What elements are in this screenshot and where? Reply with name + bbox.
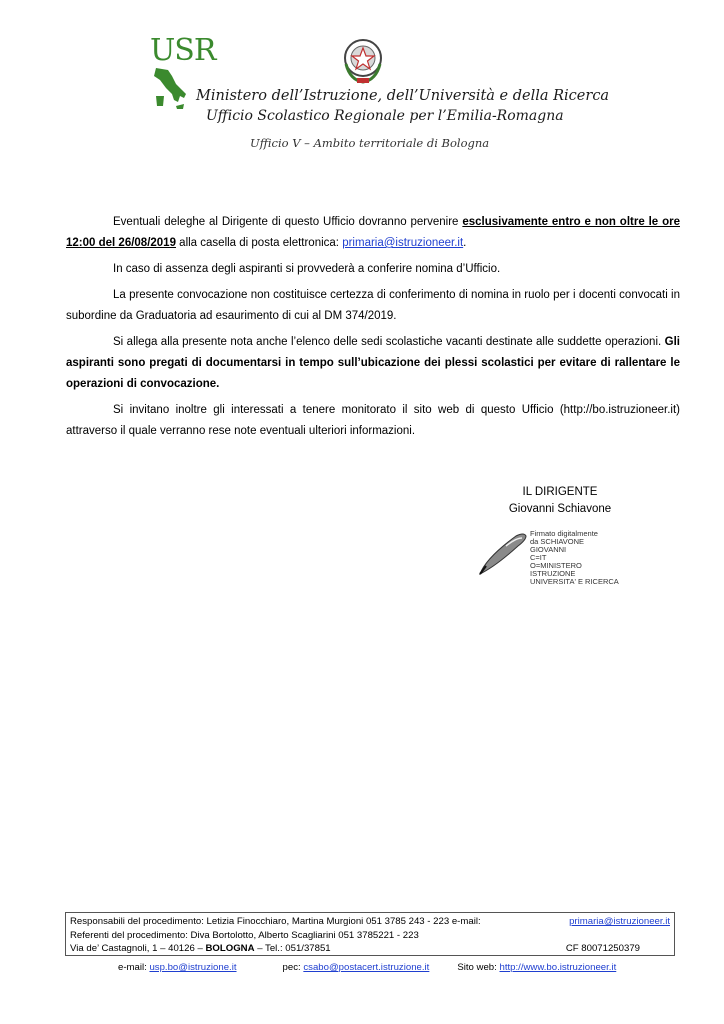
bold-warning: Gli aspiranti sono pregati di documentarsi in tempo sull’ubicazione dei plessi scolastici per evitare di rallentare le operazioni di convocazione. xyxy=(66,336,680,390)
footer-box xyxy=(65,912,675,956)
letter-body xyxy=(66,212,680,447)
deadline-text: esclusivamente entro e non oltre le ore 12:00 del 26/08/2019 xyxy=(66,216,680,249)
republic-emblem-icon xyxy=(340,34,386,86)
local-office-name: Ufficio V – Ambito territoriale di Bologna xyxy=(250,136,490,150)
email-label: e-mail: xyxy=(118,962,150,973)
text: . xyxy=(463,237,467,249)
pec-link[interactable]: csabo@postacert.istruzione.it xyxy=(303,962,430,973)
text: – Tel.: 051/37851 xyxy=(254,943,331,955)
pen-icon xyxy=(476,528,530,578)
paragraph-elenco xyxy=(66,332,680,395)
responsabili-text: Responsabili del procedimento: Letizia Finocchiaro, Martina Murgioni 051 3785 243 - 223 e-mail: xyxy=(70,916,481,927)
paragraph-assenza: In caso di assenza degli aspiranti si provvederà a conferire nomina d’Ufficio. xyxy=(113,263,501,275)
text: Eventuali deleghe al Dirigente di questo Ufficio dovranno pervenire xyxy=(113,216,463,228)
text: Si allega alla presente nota anche l’elenco delle sedi scolastiche vacanti destinate alle suddette operazioni. xyxy=(113,336,665,348)
website-link[interactable]: http://www.bo.istruzioneer.it xyxy=(499,962,617,973)
cf-text: CF 80071250379 xyxy=(565,943,640,955)
footer-contacts xyxy=(118,962,616,973)
site-label: Sito web: xyxy=(457,962,500,973)
regional-office-name: Ufficio Scolastico Regionale per l’Emilia-Romagna xyxy=(206,108,564,124)
city: BOLOGNA xyxy=(205,943,255,955)
paragraph-deleghe xyxy=(66,212,680,254)
footer-row-resp xyxy=(70,915,670,929)
text: Via de’ Castagnoli, 1 – 40126 – xyxy=(70,943,206,955)
pec-label: pec: xyxy=(282,962,304,973)
digital-signature-text: Firmato digitalmente da SCHIAVONE GIOVANNI C=IT O=MINISTERO ISTRUZIONE UNIVERSITA' E RICERCA xyxy=(530,529,619,586)
footer-row-ref xyxy=(70,929,670,943)
signature-block xyxy=(480,484,640,518)
ministry-name: Ministero dell’Istruzione, dell’Università e della Ricerca xyxy=(196,88,610,104)
usp-email-link[interactable]: usp.bo@istruzione.it xyxy=(149,962,237,973)
address-text xyxy=(70,942,331,956)
signature-name: Giovanni Schiavone xyxy=(508,503,612,515)
footer-email-link[interactable]: primaria@istruzioneer.it xyxy=(569,916,670,927)
text: alla casella di posta elettronica: xyxy=(175,237,343,249)
signature-role: IL DIRIGENTE xyxy=(522,486,598,498)
paragraph-convocazione: La presente convocazione non costituisce certezza di conferimento di nomina in ruolo per i docenti convocati in subordine da Graduatoria ad esaurimento di cui al DM 374/2019. xyxy=(66,289,680,322)
usr-logo: USR xyxy=(150,33,216,68)
paragraph-sito: Si invitano inoltre gli interessati a tenere monitorato il sito web di questo Ufficio (http://bo.istruzioneer.it) attraverso il quale verranno rese note eventuali ulteriori informazioni. xyxy=(66,404,680,437)
referenti-text: Referenti del procedimento: Diva Bortolotto, Alberto Scagliarini 051 3785221 - 223 xyxy=(70,929,419,941)
footer-row-addr xyxy=(70,942,670,956)
italy-map-icon xyxy=(150,66,190,110)
email-link[interactable]: primaria@istruzioneer.it xyxy=(342,237,464,249)
